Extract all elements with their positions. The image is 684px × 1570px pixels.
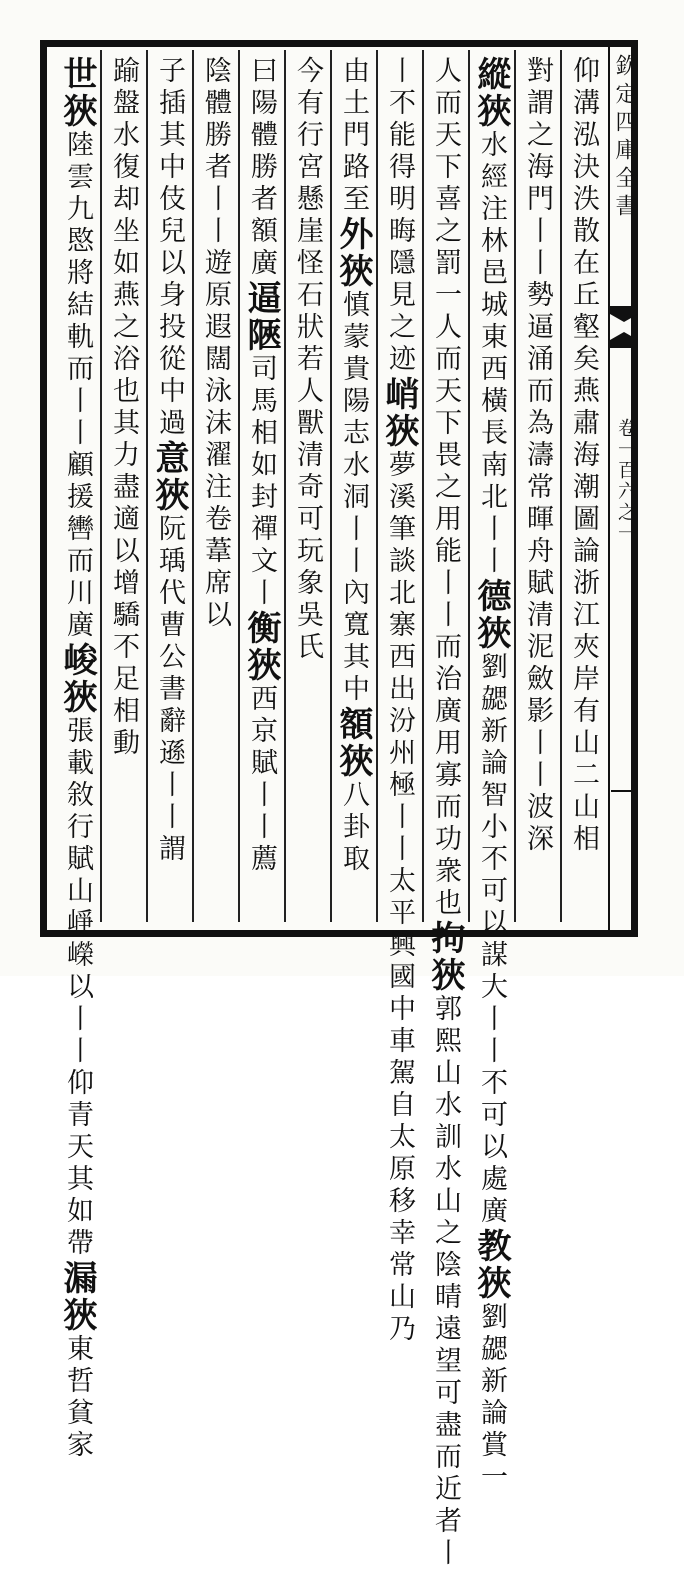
entry-text: 郭熙山水訓水山之陰晴遠望可盡而近者丨 [430, 994, 461, 1570]
fish-tail-mark-icon [610, 300, 638, 360]
text-column [514, 50, 560, 922]
entry-text: 夢溪筆談北寨西出汾州極丨丨太平興國中車駕自太原移幸常山乃 [384, 450, 415, 1346]
entry-text: 懸崖怪石狀若人獸清奇可玩 [292, 184, 323, 568]
entry-heading: 意狹 [149, 440, 189, 514]
text-column [422, 50, 468, 1570]
entry-text: 水經注林邑城東西橫長南北丨丨 [476, 130, 507, 578]
entry-heading: 逼陿 [241, 280, 281, 354]
entry-text: 劉勰新論賞一 [476, 1302, 507, 1494]
entry-text: 陸雲九愍將結軌而丨丨顧援轡而川廣 [62, 130, 93, 642]
entry-heading: 拘狹 [425, 920, 465, 994]
entry-text: 劉勰新論智小不可以謀大丨丨不可以處廣 [476, 652, 507, 1228]
entry-heading: 教狹 [471, 1228, 511, 1302]
text-column [330, 50, 376, 922]
entry-text: 象吳氏 [292, 568, 323, 664]
entry-text: 其力盡適以增驕不足相動 [108, 408, 139, 760]
entry-text: 張載敘行賦山崢嶸以丨丨仰青天其如帶 [62, 716, 93, 1260]
entry-text: 曰陽體勝者額廣 [246, 56, 277, 280]
entry-heading: 縱狹 [471, 56, 511, 130]
text-column [468, 50, 514, 1494]
text-column [238, 50, 284, 922]
margin-title: 欽定四庫全書 [612, 54, 637, 222]
entry-text: 八卦取 [338, 780, 369, 876]
entry-heading: 額狹 [333, 706, 373, 780]
text-column [100, 50, 146, 922]
entry-text: 人而天下喜之罰一人而天下畏之用能丨丨而治廣用寡而功衆也 [430, 56, 461, 920]
entry-heading: 世狹 [57, 56, 97, 130]
text-column [376, 50, 422, 1346]
text-column [54, 50, 100, 1462]
entry-text: 今有行宮 [292, 56, 323, 184]
text-columns [54, 50, 606, 1570]
entry-text: 踰盤水復却坐如燕之浴也 [108, 56, 139, 408]
entry-text: 遊原遐闊泳沫 [200, 248, 231, 440]
entry-heading: 衡狹 [241, 610, 281, 684]
entry-text: 東哲貧家 [62, 1334, 93, 1462]
entry-heading: 峻狹 [57, 642, 97, 716]
entry-text: 仰溝泓決泆散在丘壑矣燕肅海潮圖論浙江夾岸有山二山相 [568, 56, 599, 856]
entry-heading: 德狹 [471, 578, 511, 652]
entry-text: 丨不能得明晦隱見之迹 [384, 56, 415, 376]
entry-text: 子插其中伎兒以身投從中過 [154, 56, 185, 440]
entry-text: 司馬相如封禪文丨 [246, 354, 277, 610]
text-column [146, 50, 192, 922]
entry-heading: 峭狹 [379, 376, 419, 450]
margin-divider [611, 790, 637, 792]
entry-text: 西京賦丨丨薦 [246, 684, 277, 876]
entry-text: 濯注卷葦席以 [200, 440, 231, 632]
entry-text: 對謂之海門丨丨勢逼涌而為濤常暉舟賦清泥斂影丨丨波深 [522, 56, 553, 856]
entry-heading: 漏狹 [57, 1260, 97, 1334]
text-column [192, 50, 238, 922]
margin-volume: 卷一百六之一 [615, 418, 637, 544]
entry-text: 由土門路至 [338, 56, 369, 216]
entry-heading: 外狹 [333, 216, 373, 290]
entry-text: 阮瑀代曹公書辭遜丨丨謂 [154, 514, 185, 866]
text-column [284, 50, 330, 922]
entry-text: 陰體勝者丨丨 [200, 56, 231, 248]
entry-text: 慎蒙貴陽志水洞丨丨內寬其中 [338, 290, 369, 706]
text-column [560, 50, 606, 922]
